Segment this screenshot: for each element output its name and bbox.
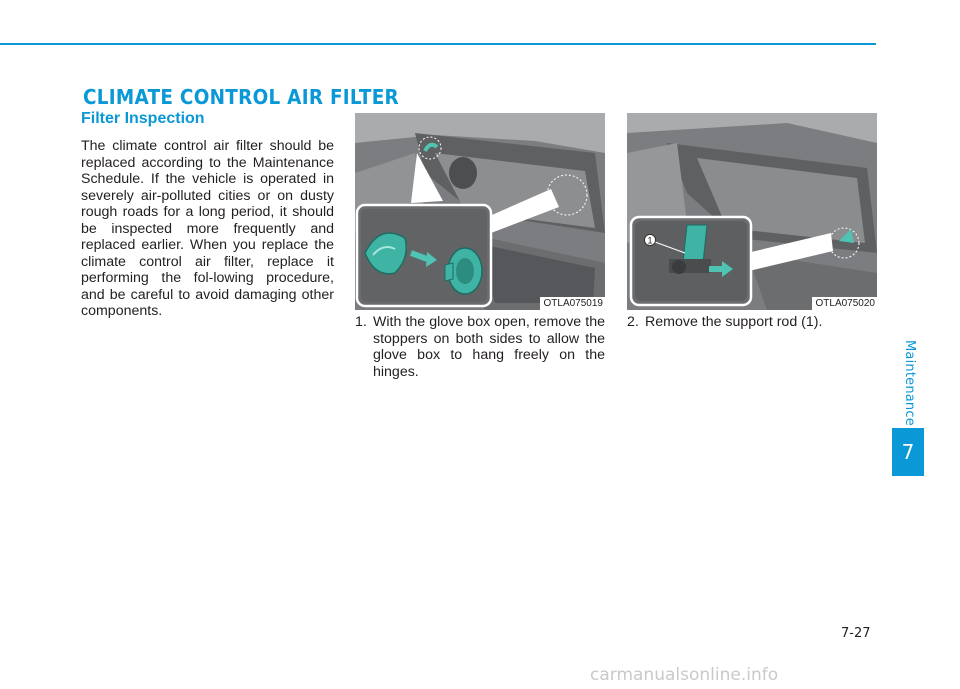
section-title: CLIMATE CONTROL AIR FILTER	[83, 85, 399, 109]
top-rule	[0, 43, 876, 45]
figure-code: OTLA075020	[812, 297, 878, 310]
glove-box-stoppers-illustration	[355, 113, 605, 310]
step-number: 1.	[355, 314, 367, 330]
intro-paragraph: The climate control air filter should be replaced according to the Maintenance Schedule. If the vehicle is operated in severely air-polluted cities or on dusty rough roads for a long period, it should be inspected more frequently and replaced earlier. When you replace the climate control air filter, replace it performing the fol-lowing procedure, and be careful to avoid damaging other components.	[81, 138, 334, 320]
callout-1-label: 1	[647, 235, 653, 246]
step-1	[355, 314, 605, 380]
watermark: carmanualsonline.info	[590, 665, 779, 685]
figure-glove-box-stoppers	[355, 113, 605, 310]
chapter-number-tab: 7	[892, 428, 924, 476]
figure-code: OTLA075019	[540, 297, 606, 310]
page-number: 7-27	[841, 626, 871, 641]
step-text: Remove the support rod (1).	[645, 314, 823, 330]
step-2	[627, 314, 877, 331]
figure-support-rod	[627, 113, 877, 310]
subsection-title: Filter Inspection	[81, 110, 205, 127]
step-number: 2.	[627, 314, 639, 330]
chapter-side-label: Maintenance	[902, 340, 917, 426]
support-rod-illustration	[627, 113, 877, 310]
step-text: With the glove box open, remove the stoppers on both sides to allow the glove box to hang freely on the hinges.	[373, 314, 605, 380]
